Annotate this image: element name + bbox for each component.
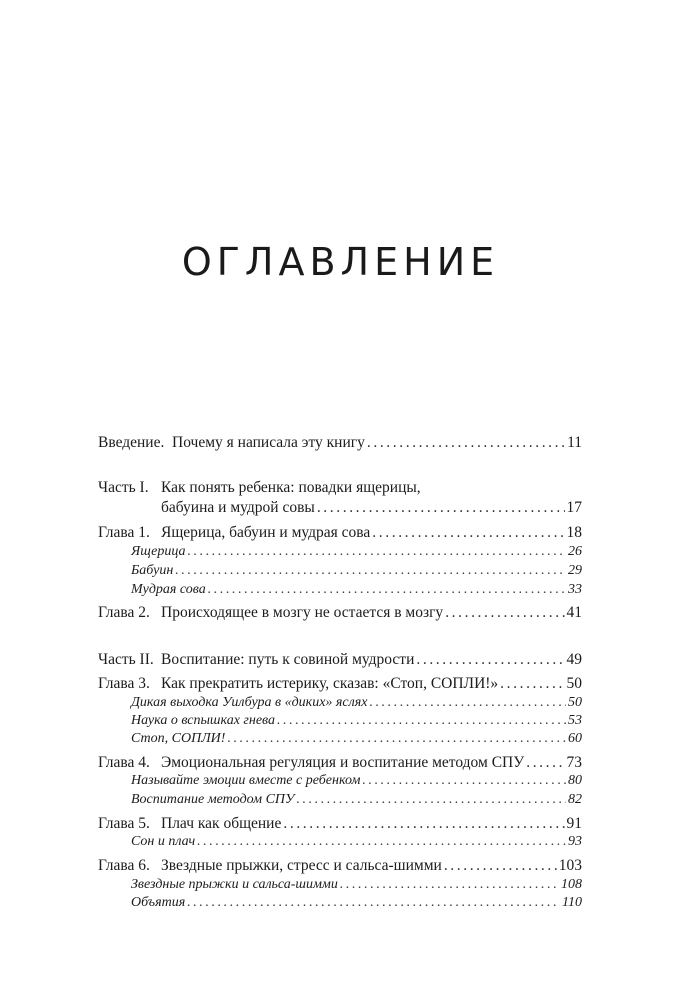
dot-leader (296, 790, 566, 810)
entry-title: Объятия (131, 895, 186, 910)
toc-entry-intro (98, 433, 582, 453)
entry-label: Глава 3. (98, 675, 150, 692)
page-number: 110 (562, 895, 582, 910)
entry-title: Эмоциональная регуляция и воспитание методом СПУ (161, 754, 525, 771)
page-number: 50 (568, 695, 582, 710)
page-number: 49 (566, 651, 582, 668)
toc-entry-sub (131, 542, 582, 562)
entry-label: Часть I. (98, 479, 149, 496)
entry-title: Дикая выходка Уилбура в «диких» яслях (131, 695, 368, 710)
entry-label: Глава 1. (98, 524, 150, 541)
toc-entry-part (98, 478, 582, 498)
entry-title: Плач как общение (161, 815, 282, 832)
toc-entry-sub (131, 893, 582, 913)
dot-leader (175, 561, 566, 581)
dot-leader (372, 523, 564, 543)
page-number: 26 (568, 544, 582, 559)
toc-entry-chapter (98, 674, 582, 694)
entry-title: Происходящее в мозгу не остается в мозгу (161, 604, 444, 621)
page-number: 82 (568, 792, 582, 807)
page-number: 50 (566, 675, 582, 692)
dot-leader (444, 856, 557, 876)
entry-title: Сон и плач (131, 834, 196, 849)
toc-entry-sub (131, 561, 582, 581)
dot-leader (362, 771, 566, 791)
entry-title: Мудрая сова (131, 582, 206, 597)
dot-leader (526, 753, 564, 773)
page-number: 53 (568, 713, 582, 728)
toc-entry-chapter (98, 814, 582, 834)
toc-entry-part (98, 650, 582, 670)
entry-title: Наука о вспышках гнева (131, 713, 276, 728)
dot-leader (188, 542, 566, 562)
page-number: 41 (566, 604, 582, 621)
entry-label: Глава 2. (98, 604, 150, 621)
entry-title: Звездные прыжки, стресс и сальса-шимми (161, 857, 442, 874)
page-number: 108 (561, 877, 582, 892)
entry-label: Глава 6. (98, 857, 150, 874)
dot-leader (340, 875, 559, 895)
entry-title: Воспитание методом СПУ (131, 792, 295, 807)
page-number: 11 (567, 434, 582, 451)
dot-leader (208, 580, 566, 600)
page-number: 33 (568, 582, 582, 597)
page-number: 103 (558, 857, 582, 874)
dot-leader (317, 498, 565, 518)
entry-title: Ящерица (131, 544, 186, 559)
toc-entry-sub (131, 693, 582, 713)
entry-title: Звездные прыжки и сальса-шимми (131, 877, 338, 892)
dot-leader (227, 729, 566, 749)
toc-entry-sub (131, 790, 582, 810)
page-number: 18 (566, 524, 582, 541)
toc-entry-chapter (98, 856, 582, 876)
dot-leader (283, 814, 564, 834)
toc-entry-sub (131, 832, 582, 852)
toc-entry-chapter (98, 523, 582, 543)
entry-title: Бабуин (131, 563, 174, 578)
entry-title: Как прекратить истерику, сказав: «Стоп, СОПЛИ!» (161, 675, 499, 692)
dot-leader (445, 603, 564, 623)
toc-entry-chapter (98, 603, 582, 623)
page-number: 29 (568, 563, 582, 578)
entry-label: Глава 4. (98, 754, 150, 771)
entry-title: Как понять ребенка: повадки ящерицы, (161, 479, 421, 496)
page-number: 73 (566, 754, 582, 771)
dot-leader (197, 832, 566, 852)
entry-title: Называйте эмоции вместе с ребенком (131, 773, 361, 788)
toc-entry-sub (131, 711, 582, 731)
page-number: 17 (566, 499, 582, 516)
toc-entry-cont (161, 498, 582, 518)
entry-title: бабуина и мудрой совы (161, 499, 315, 516)
entry-title: Воспитание: путь к совиной мудрости (161, 651, 415, 668)
dot-leader (367, 433, 565, 453)
toc-entry-sub (131, 729, 582, 749)
entry-label: Глава 5. (98, 815, 150, 832)
dot-leader (369, 693, 566, 713)
toc-entry-sub (131, 771, 582, 791)
entry-title: Стоп, СОПЛИ! (131, 731, 226, 746)
entry-title: Ящерица, бабуин и мудрая сова (161, 524, 371, 541)
dot-leader (416, 650, 564, 670)
page-number: 91 (566, 815, 582, 832)
toc-entry-sub (131, 580, 582, 600)
entry-title: Почему я написала эту книгу (172, 434, 365, 451)
entry-label: Часть II. (98, 651, 154, 668)
page-title: ОГЛАВЛЕНИЕ (181, 240, 500, 284)
toc-entry-chapter (98, 753, 582, 773)
page-number: 93 (568, 834, 582, 849)
toc-entry-sub (131, 875, 582, 895)
dot-leader (277, 711, 566, 731)
dot-leader (500, 674, 564, 694)
page-number: 80 (568, 773, 582, 788)
entry-label: Введение. (98, 434, 165, 451)
page-number: 60 (568, 731, 582, 746)
dot-leader (187, 893, 560, 913)
